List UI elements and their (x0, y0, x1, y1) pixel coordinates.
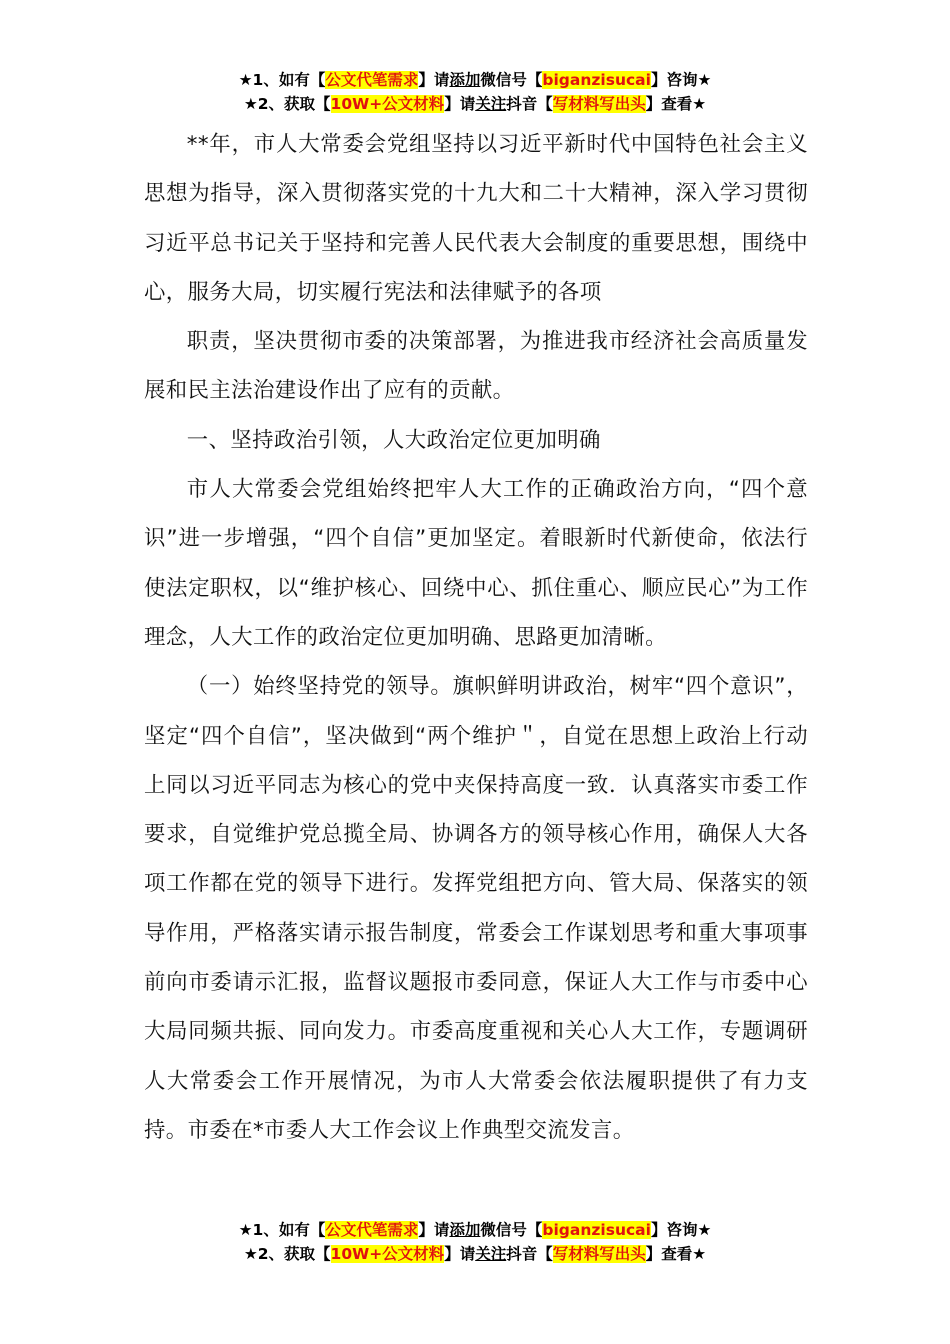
ad-text: ★1、如有【 (238, 1221, 326, 1239)
paragraph-political-direction: 市人大常委会党组始终把牢人大工作的正确政治方向，“四个意识”进一步增强，“四个自信”更加坚定。着眼新时代新使命，依法行使法定职权，以“维护核心、回绕中心、抓住重心、顺应民心”为工作理念，人大工作的政治定位更加明确、思路更加清晰。 (144, 477, 808, 650)
ad-highlight-wechat: biganzisucai (542, 1221, 651, 1239)
ad-highlight: 10W+公文材料 (330, 95, 445, 113)
ad-highlight-douyin: 写材料写出头 (552, 1245, 646, 1263)
ad-text: 微信号【 (480, 71, 543, 89)
ad-text: ★2、获取【 (243, 1245, 331, 1263)
ad-text: 】查看★ (645, 95, 707, 113)
header-ad-line-1 (0, 69, 950, 91)
ad-highlight: 公文代笔需求 (325, 71, 419, 89)
ad-text: 】咨询★ (650, 1221, 712, 1239)
section-heading: 一、坚持政治引领，人大政治定位更加明确 (186, 427, 601, 453)
paragraph-duties: 职责，坚决贯彻市委的决策部署，为推进我市经济社会高质量发展和民主法治建设作出了应有的贡献。 (144, 329, 808, 404)
header-ad-line-2 (0, 93, 950, 115)
ad-underline: 关注 (475, 1245, 507, 1263)
document-body (144, 120, 808, 1155)
paragraph-intro: **年，市人大常委会党组坚持以习近平新时代中国特色社会主义思想为指导，深入贯彻落实党的十九大和二十大精神，深入学习贯彻习近平总书记关于坚持和完善人民代表大会制度的重要思想，围绕中心，服务大局，切实履行宪法和法律赋予的各项 (144, 132, 808, 305)
footer-ad-line-1 (0, 1219, 950, 1241)
ad-text: 微信号【 (480, 1221, 543, 1239)
ad-text: 】请 (418, 1221, 450, 1239)
footer-ad-line-2 (0, 1243, 950, 1265)
ad-text: 抖音【 (506, 1245, 553, 1263)
ad-highlight: 10W+公文材料 (330, 1245, 445, 1263)
ad-text: 】请 (444, 1245, 476, 1263)
ad-text: 】咨询★ (650, 71, 712, 89)
ad-text: ★2、获取【 (243, 95, 331, 113)
paragraph-party-leadership: （一）始终坚持党的领导。旗帜鲜明讲政治，树牢“四个意识”，坚定“四个自信”，坚决做到“两个维护＂，自觉在思想上政治上行动上同以习近平同志为核心的党中夹保持高度一致．认真落实市委工作要求，自觉维护党总揽全局、协调各方的领导核心作用，确保人大各项工作都在党的领导下进行。发挥党组把方向、管大局、保落实的领导作用，严格落实请示报告制度，常委会工作谋划思考和重大事项事前向市委请示汇报，监督议题报市委同意，保证人大工作与市委中心大局同频共振、同向发力。市委高度重视和关心人大工作，专题调研人大常委会工作开展情况，为市人大常委会依法履职提供了有力支持。市委在*市委人大工作会议上作典型交流发言。 (144, 674, 808, 1143)
ad-highlight-douyin: 写材料写出头 (552, 95, 646, 113)
ad-underline: 添加 (449, 1221, 481, 1239)
ad-text: 抖音【 (506, 95, 553, 113)
ad-text: 】请 (418, 71, 450, 89)
ad-text: ★1、如有【 (238, 71, 326, 89)
ad-highlight-wechat: biganzisucai (542, 71, 651, 89)
ad-text: 】请 (444, 95, 476, 113)
ad-underline: 关注 (475, 95, 507, 113)
ad-underline: 添加 (449, 71, 481, 89)
ad-highlight: 公文代笔需求 (325, 1221, 419, 1239)
ad-text: 】查看★ (645, 1245, 707, 1263)
